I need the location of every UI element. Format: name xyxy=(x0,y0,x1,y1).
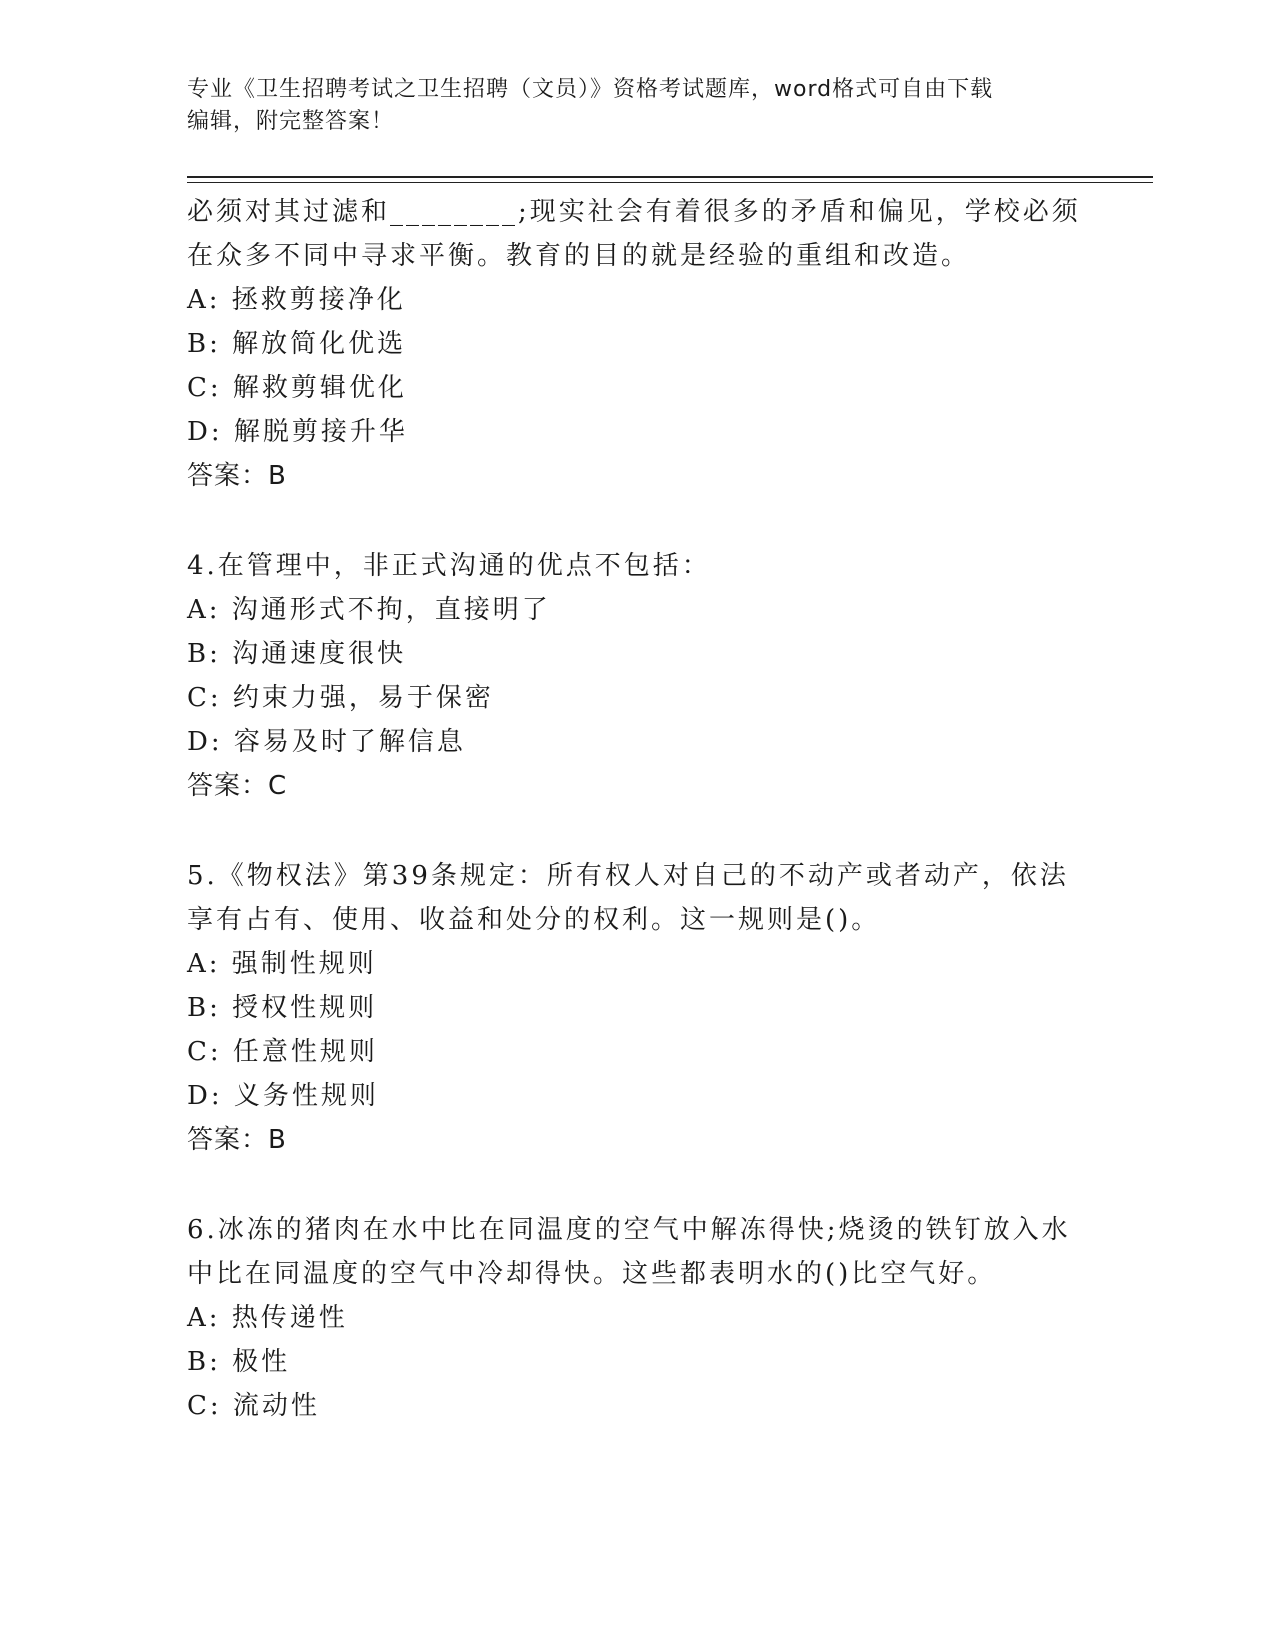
question-text-line: 中比在同温度的空气中冷却得快。这些都表明水的()比空气好。 xyxy=(187,1259,997,1289)
answer: 答案：B xyxy=(187,461,287,491)
option-c: C: 流动性 xyxy=(187,1391,320,1421)
option-d: D: 解脱剪接升华 xyxy=(187,417,408,447)
option-b: B: 极性 xyxy=(187,1347,291,1377)
option-a: A: 强制性规则 xyxy=(187,949,377,979)
option-a: A: 拯救剪接净化 xyxy=(187,285,406,315)
header-line-2: 编辑，附完整答案！ xyxy=(187,109,395,134)
option-d: D: 容易及时了解信息 xyxy=(187,727,466,757)
option-b: B: 解放简化优选 xyxy=(187,329,407,359)
question-5 xyxy=(187,854,1087,1162)
question-text-line: 6.冰冻的猪肉在水中比在同温度的空气中解冻得快;烧烫的铁钉放入水 xyxy=(187,1215,1071,1245)
question-4 xyxy=(187,544,1087,808)
answer: 答案：C xyxy=(187,771,288,801)
question-text-line: 4.在管理中，非正式沟通的优点不包括： xyxy=(187,551,711,581)
question-3 xyxy=(187,190,1087,498)
header-line-1: 专业《卫生招聘考试之卫生招聘（文员）》资格考试题库，word格式可自由下载 xyxy=(187,77,994,102)
question-gap xyxy=(187,498,1087,544)
question-text-line: 5.《物权法》第39条规定：所有权人对自己的不动产或者动产，依法 xyxy=(187,861,1069,891)
option-c: C: 任意性规则 xyxy=(187,1037,378,1067)
question-text-line: 在众多不同中寻求平衡。教育的目的就是经验的重组和改造。 xyxy=(187,241,971,271)
question-gap xyxy=(187,1162,1087,1208)
option-a: A: 热传递性 xyxy=(187,1303,348,1333)
option-d: D: 义务性规则 xyxy=(187,1081,379,1111)
option-c: C: 约束力强，易于保密 xyxy=(187,683,494,713)
option-c: C: 解救剪辑优化 xyxy=(187,373,407,403)
answer: 答案：B xyxy=(187,1125,287,1155)
question-text-line: 必须对其过滤和________;现实社会有着很多的矛盾和偏见，学校必须 xyxy=(187,197,1081,227)
question-list xyxy=(187,190,1087,1428)
question-6 xyxy=(187,1208,1087,1428)
option-b: B: 授权性规则 xyxy=(187,993,378,1023)
header-rule-thin xyxy=(187,182,1153,183)
question-text-line: 享有占有、使用、收益和处分的权利。这一规则是()。 xyxy=(187,905,881,935)
header-rule-thick xyxy=(187,176,1153,178)
document-header xyxy=(187,74,1067,138)
question-gap xyxy=(187,808,1087,854)
option-a: A: 沟通形式不拘，直接明了 xyxy=(187,595,551,625)
option-b: B: 沟通速度很快 xyxy=(187,639,407,669)
